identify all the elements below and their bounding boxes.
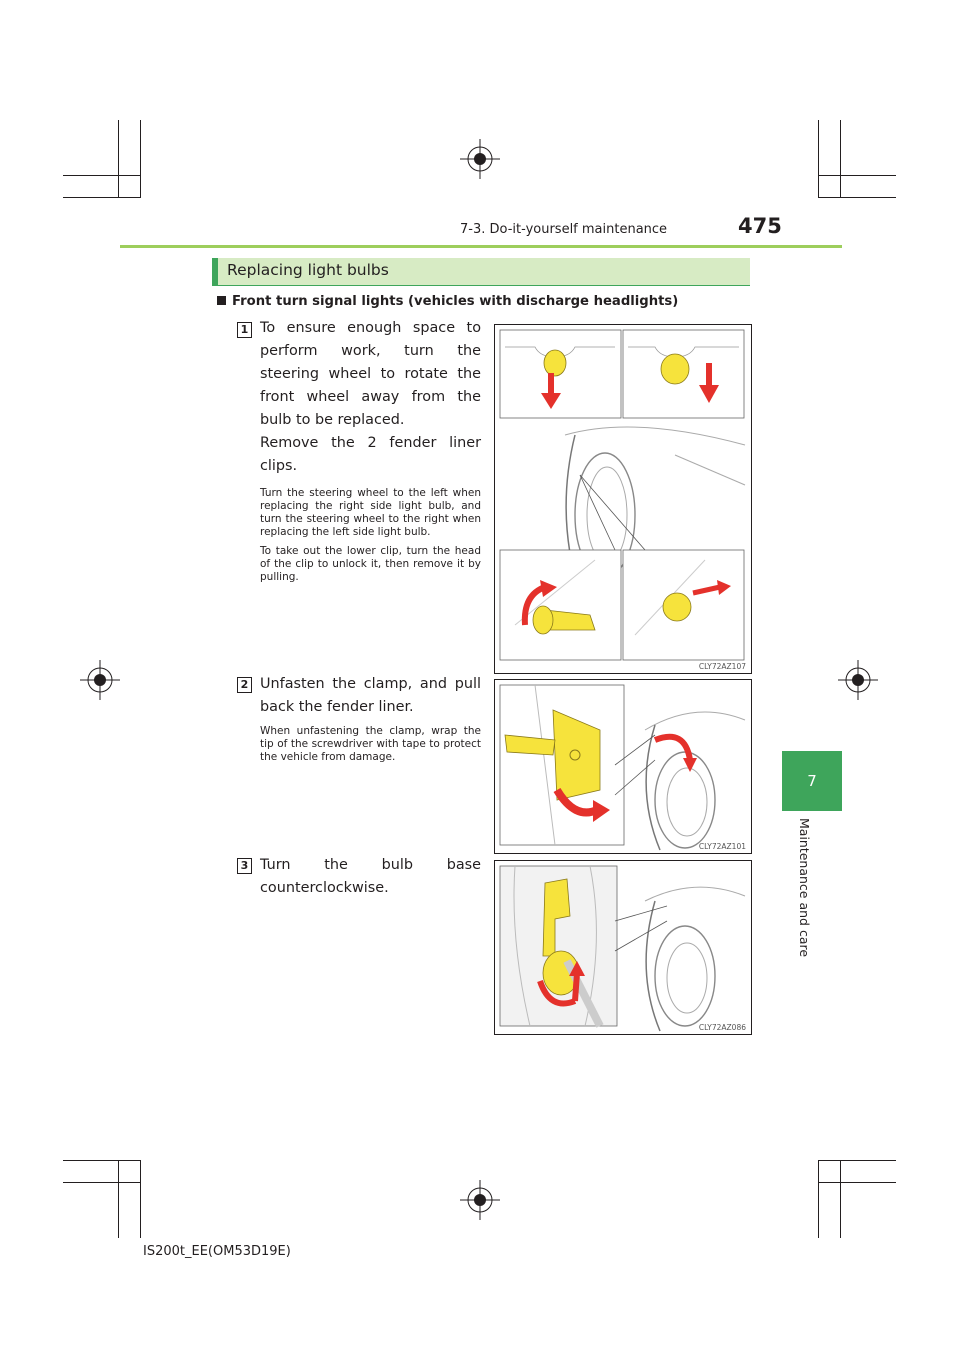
- sub-heading: [217, 294, 678, 309]
- step-2-note-1: When unfastening the clamp, wrap the tip of the screwdriver with tape to protect the vehicle from damage.: [260, 725, 481, 763]
- illustration-step-2: [494, 679, 752, 854]
- illustration-code: CLY72AZ086: [698, 1023, 746, 1032]
- step-2: [260, 673, 481, 764]
- fender-clip-illustration: [495, 325, 751, 673]
- bulb-base-illustration: [495, 861, 751, 1034]
- step-1: [260, 317, 481, 584]
- step-1-text-2: Remove the 2 fender liner clips.: [260, 435, 481, 474]
- page-number: 475: [738, 214, 782, 238]
- running-header: 7-3. Do-it-yourself maintenance: [460, 222, 668, 237]
- document-code: IS200t_EE(OM53D19E): [143, 1244, 291, 1259]
- step-3: [260, 854, 481, 900]
- arrow-down-icon: [548, 373, 554, 395]
- step-1-text: To ensure enough space to perform work, turn the steering wheel to rotate the front wheel away from the bulb to be replaced.: [260, 320, 481, 428]
- step-1-note-1: Turn the steering wheel to the left when replacing the right side light bulb, and turn the steering wheel to the right when replacing the left side light bulb.: [260, 487, 481, 538]
- illustration-step-3: [494, 860, 752, 1035]
- section-title-bar: [212, 258, 750, 285]
- illustration-step-1: [494, 324, 752, 674]
- step-2-text: Unfasten the clamp, and pull back the fender liner.: [260, 676, 481, 715]
- sub-heading-text: Front turn signal lights (vehicles with discharge headlights): [232, 294, 679, 309]
- registration-mark-icon: [80, 660, 120, 700]
- illustration-code: CLY72AZ107: [698, 662, 746, 671]
- step-number-2: 2: [237, 677, 252, 693]
- illustration-code: CLY72AZ101: [698, 842, 746, 851]
- registration-mark-icon: [460, 139, 500, 179]
- section-title: Replacing light bulbs: [227, 261, 389, 279]
- square-bullet-icon: [217, 296, 226, 305]
- section-rule: [212, 285, 750, 286]
- step-1-note-2: To take out the lower clip, turn the head of the clip to unlock it, then remove it by pulling.: [260, 545, 481, 583]
- step-3-text: Turn the bulb base counterclockwise.: [260, 857, 481, 896]
- chapter-tab: 7: [782, 751, 842, 811]
- clamp-illustration: [495, 680, 751, 853]
- arrow-down-icon: [706, 363, 712, 387]
- step-number-1: 1: [237, 322, 252, 338]
- registration-mark-icon: [460, 1180, 500, 1220]
- header-rule: [120, 245, 842, 248]
- step-number-3: 3: [237, 858, 252, 874]
- registration-mark-icon: [838, 660, 878, 700]
- chapter-label: Maintenance and care: [797, 818, 812, 958]
